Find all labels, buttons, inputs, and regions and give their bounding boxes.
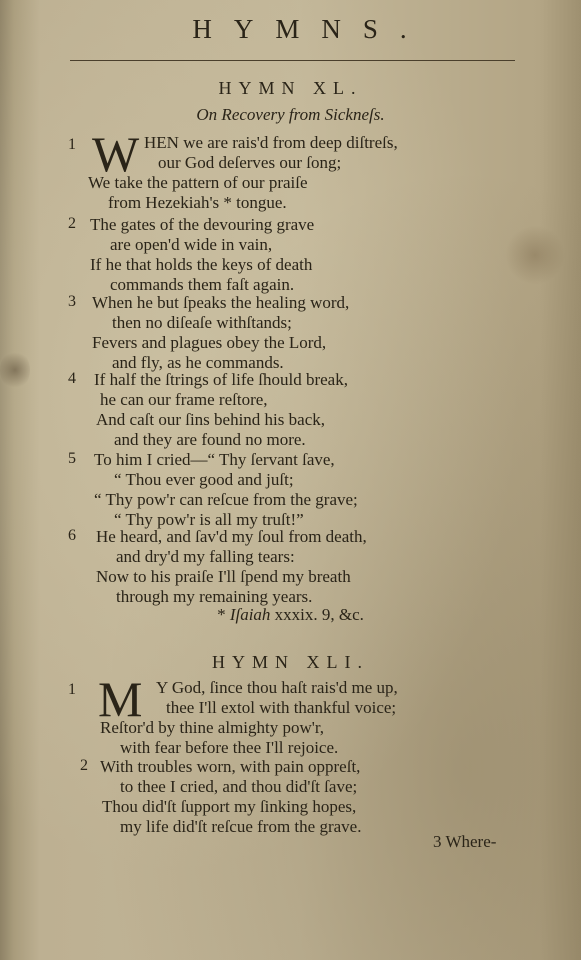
verse-line: thee I'll extol with thankful voice;: [166, 698, 397, 717]
verse-number: 1: [68, 681, 76, 698]
verse-line: “ Thy pow'r can reſcue from the grave;: [94, 490, 358, 509]
verse-line: If he that holds the keys of death: [90, 255, 313, 274]
verse-line: then no diſeaſe withſtands;: [112, 313, 292, 332]
verse-line: Thou did'ſt ſupport my ſinking hopes,: [102, 797, 357, 816]
verse-line: To him I cried—“ Thy ſervant ſave,: [94, 450, 335, 469]
hymn-41-title: HYMN XLI.: [212, 652, 369, 672]
verse-line: Reſtor'd by thine almighty pow'r,: [100, 718, 325, 737]
verse-line: are open'd wide in vain,: [110, 235, 273, 254]
verse-line: through my remaining years.: [116, 587, 313, 606]
verse-line: from Hezekiah's * tongue.: [108, 193, 287, 212]
verse-line: Fevers and plagues obey the Lord,: [92, 333, 327, 352]
verse-number: 4: [68, 370, 76, 387]
verse-line: HEN we are rais'd from deep diſtreſs,: [144, 133, 398, 152]
verse-number: 5: [68, 450, 76, 467]
verse-line: Y God, ſince thou haſt rais'd me up,: [156, 678, 398, 697]
footnote-citation: xxxix. 9, &c.: [274, 605, 364, 624]
verse-line: he can our frame reſtore,: [100, 390, 268, 409]
verse-line: With troubles worn, with pain oppreſt,: [100, 757, 361, 776]
drop-cap: W: [92, 126, 140, 182]
catchword: 3 Where-: [433, 832, 497, 851]
hymn-40-title: HYMN XL.: [218, 78, 363, 98]
verse-number: 2: [80, 757, 88, 774]
verse-line: to thee I cried, and thou did'ſt ſave;: [120, 777, 358, 796]
verse-line: “ Thy pow'r is all my truſt!”: [114, 510, 304, 529]
verse-line: and fly, as he commands.: [112, 353, 284, 372]
verse-line: our God deſerves our ſong;: [158, 153, 342, 172]
verse-line: and they are found no more.: [114, 430, 306, 449]
verse-line: If half the ſtrings of life ſhould break,: [94, 370, 348, 389]
footnote-reference: Iſaiah: [229, 605, 271, 624]
header-rule: [70, 60, 515, 61]
verse-line: my life did'ſt reſcue from the grave.: [120, 817, 362, 836]
footnote: [0, 605, 581, 625]
verse-line: And caſt our ſins behind his back,: [96, 410, 325, 429]
verse-line: “ Thou ever good and juſt;: [114, 470, 294, 489]
verse-line: Now to his praiſe I'll ſpend my breath: [96, 567, 351, 586]
running-head: HYMNS.: [192, 14, 429, 44]
paper-stain: [0, 350, 30, 390]
verse-line: The gates of the devouring grave: [90, 215, 315, 234]
verse-line: with fear before thee I'll rejoice.: [120, 738, 339, 757]
verse-line: and dry'd my falling tears:: [116, 547, 295, 566]
verse-line: When he but ſpeaks the healing word,: [92, 293, 350, 312]
paper-stain: [505, 225, 565, 285]
hymn-40-subtitle: On Recovery from Sickneſs.: [196, 105, 385, 124]
verse-number: 3: [68, 293, 76, 310]
verse-line: He heard, and ſav'd my ſoul from death,: [96, 527, 367, 546]
verse-number: 1: [68, 136, 76, 153]
verse-number: 6: [68, 527, 76, 544]
verse-line: commands them faſt again.: [110, 275, 295, 294]
verse-line: We take the pattern of our praiſe: [88, 173, 308, 192]
footnote-mark: *: [217, 605, 226, 624]
drop-cap: M: [98, 671, 143, 727]
verse-number: 2: [68, 215, 76, 232]
